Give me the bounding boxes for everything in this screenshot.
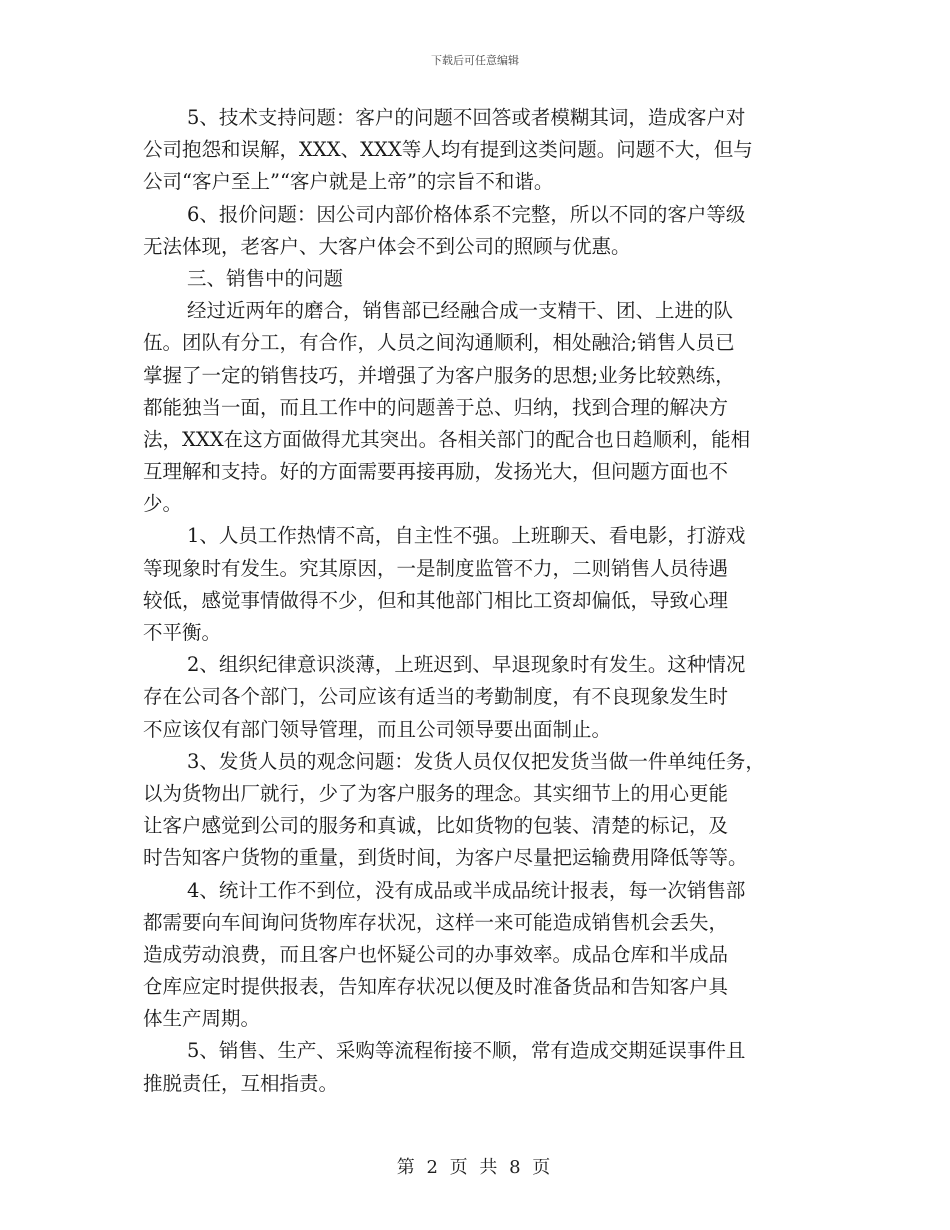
text-line: 不平衡。: [143, 621, 222, 644]
text-line: 掌握了一定的销售技巧，并增强了为客户服务的思想;业务比较熟练，: [143, 363, 735, 387]
text-line: 伍。团队有分工，有合作，人员之间沟通顺利，相处融洽;销售人员已: [143, 331, 735, 355]
text-line: 让客户感觉到公司的服务和真诚，比如货物的包装、清楚的标记，及: [143, 814, 729, 838]
text-line: 时告知客户货物的重量，到货时间，为客户尽量把运输费用降低等等。: [143, 846, 748, 870]
text-line: 5、技术支持问题：客户的问题不回答或者模糊其词，造成客户对: [187, 106, 746, 129]
text-line: 较低，感觉事情做得不少，但和其他部门相比工资却偏低，导致心理: [143, 588, 729, 612]
text-line: 不应该仅有部门领导管理，而且公司领导要出面制止。: [143, 717, 612, 741]
document-body: [143, 102, 813, 1100]
text-line: 仓库应定时提供报表，告知库存状况以便及时准备货品和告知客户具: [143, 975, 729, 999]
text-line: 6、报价问题：因公司内部价格体系不完整，所以不同的客户等级: [187, 202, 746, 226]
text-line: 1、人员工作热情不高，自主性不强。上班聊天、看电影，打游戏: [187, 524, 746, 548]
text-line: 5、销售、生产、采购等流程衔接不顺，常有造成交期延误事件且: [187, 1039, 746, 1063]
text-line: 2、组织纪律意识淡薄，上班迟到、早退现象时有发生。这种情况: [187, 653, 746, 677]
text-line: 无法体现，老客户、大客户体会不到公司的照顾与优惠。: [143, 234, 631, 258]
text-line: 以为货物出厂就行，少了为客户服务的理念。其实细节上的用心更能: [143, 781, 729, 805]
text-line: 法，XXX在这方面做得尤其突出。各相关部门的配合也日趋顺利，能相: [143, 427, 751, 451]
text-line: 等现象时有发生。究其原因，一是制度监管不力，二则销售人员待遇: [143, 556, 729, 580]
page-footer: 第 2 页 共 8 页: [396, 1157, 554, 1178]
text-line: 公司“客户至上”“客户就是上帝”的宗旨不和谐。: [143, 170, 554, 194]
text-line: 少。: [143, 492, 183, 516]
text-line: 都能独当一面，而且工作中的问题善于总、归纳，找到合理的解决方: [143, 395, 729, 419]
text-line: 都需要向车间询问货物库存状况，这样一来可能造成销售机会丢失，: [143, 910, 729, 934]
page-header: 下载后可任意编辑: [431, 54, 519, 67]
text-line: 经过近两年的磨合，销售部已经融合成一支精干、团、上进的队: [187, 299, 734, 323]
text-line: 4、统计工作不到位，没有成品或半成品统计报表，每一次销售部: [187, 878, 746, 902]
text-line: 体生产周期。: [143, 1007, 261, 1031]
text-line: 互理解和支持。好的方面需要再接再励，发扬光大，但问题方面也不: [143, 460, 729, 484]
text-line: 三、销售中的问题: [187, 266, 344, 290]
text-line: 推脱责任，互相指责。: [143, 1071, 339, 1095]
text-line: 存在公司各个部门，公司应该有适当的考勤制度，有不良现象发生时: [143, 685, 729, 709]
text-line: 造成劳动浪费，而且客户也怀疑公司的办事效率。成品仓库和半成品: [143, 942, 729, 966]
text-line: 公司抱怨和误解，XXX、XXX等人均有提到这类问题。问题不大，但与: [143, 138, 753, 162]
text-line: 3、发货人员的观念问题：发货人员仅仅把发货当做一件单纯任务，: [187, 749, 765, 773]
